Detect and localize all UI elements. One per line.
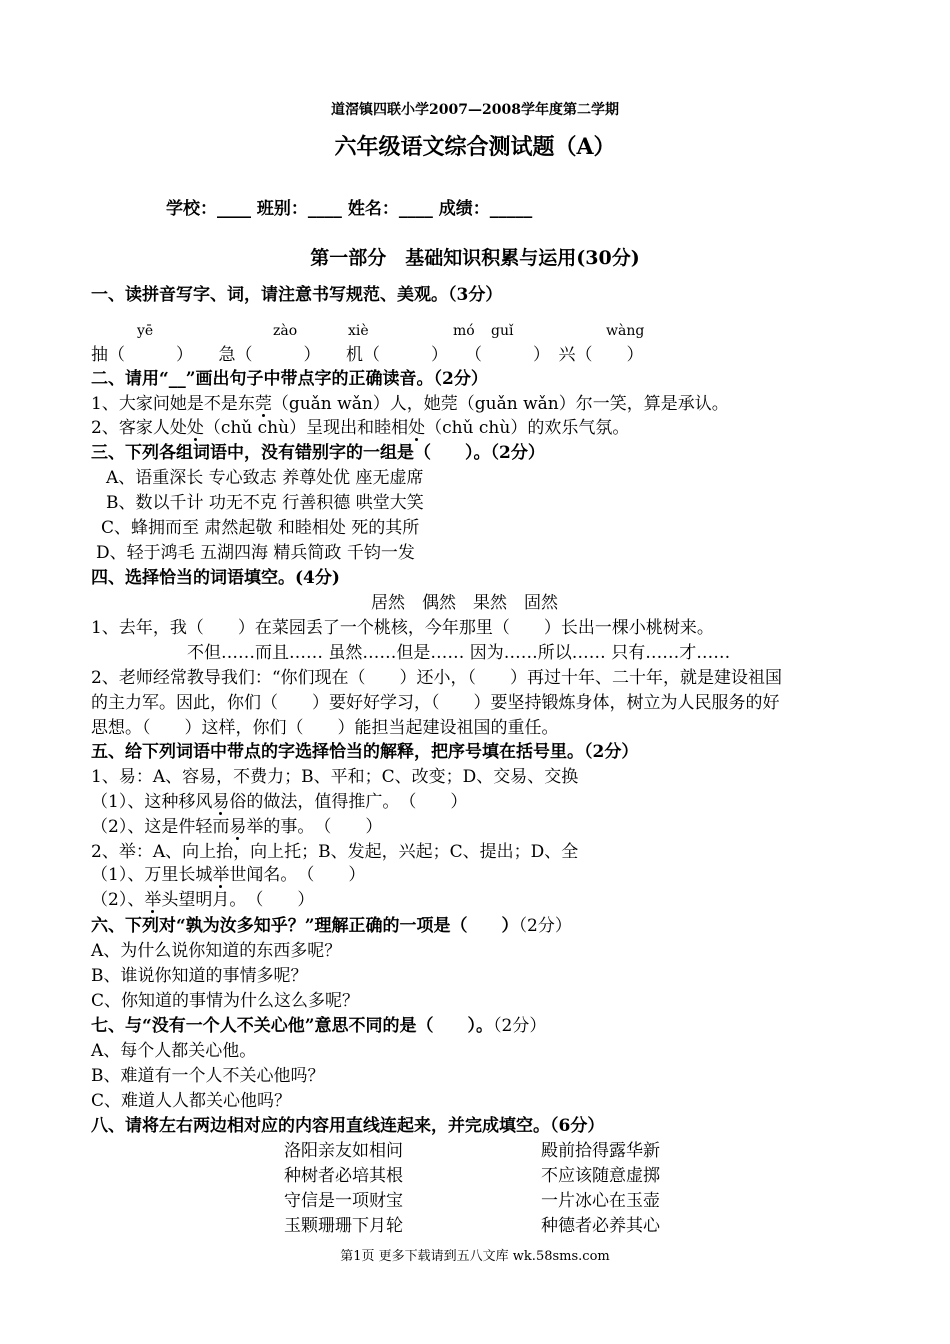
- q5-word-1-item-2: [91, 816, 382, 838]
- q4-conjunctions: 不但……而且…… 虽然……但是…… 因为……所以…… 只有……才……: [187, 643, 731, 663]
- q6-heading-line: [91, 915, 572, 937]
- q5-word-1-item-1: [91, 791, 467, 813]
- q6-option-a: A、为什么说你知道的东西多呢？: [91, 941, 342, 961]
- q8-left-3: 守信是一项财宝: [284, 1191, 403, 1211]
- q5-text: 举的事。 （ ）: [246, 817, 383, 837]
- q4-heading: 四、选择恰当的词语填空。(4分): [91, 568, 340, 588]
- school-term: 道滘镇四联小学2007—2008学年度第二学期: [331, 102, 619, 118]
- q5-text: （1）、这种移风: [91, 792, 213, 812]
- q3-option-c: C、蜂拥而至 肃然起敬 和睦相处 死的其所: [101, 518, 420, 538]
- q6-score: （2分）: [518, 916, 572, 936]
- part1-title: 第一部分 基础知识积累与运用(30分): [310, 247, 640, 269]
- q7-option-a: A、每个人都关心他。: [91, 1041, 257, 1061]
- q4-sentence-1: 1、去年，我（ ）在菜园丢了一个桃核，今年那里（ ）长出一棵小桃树来。: [91, 618, 714, 638]
- q3-heading: 三、下列各组词语中，没有错别字的一组是（ ）。（2分）: [91, 443, 545, 463]
- pinyin-4: mó: [453, 323, 475, 339]
- q3-option-d: D、轻于鸿毛 五湖四海 精兵简政 千钧一发: [96, 543, 415, 563]
- q5-word-2-item-1: [91, 864, 365, 886]
- q7-option-b: B、难道有一个人不关心他吗？: [91, 1066, 325, 1086]
- q5-text: 头望明月。 （ ）: [161, 890, 315, 910]
- q2-s1-text-a: 1、大家问她是不是东: [91, 394, 255, 414]
- student-info-line: 学校：____ 班别：____ 姓名：____ 成绩：_____: [166, 199, 533, 219]
- q5-heading: 五、给下列词语中带点的字选择恰当的解释，把序号填在括号里。（2分）: [91, 742, 639, 762]
- pinyin-6: wàng: [606, 323, 645, 339]
- q4-sentence-2-line-3: 思想。（ ）这样，你们（ ）能担当起建设祖国的重任。: [91, 718, 559, 738]
- q7-score: （2分）: [493, 1016, 547, 1036]
- pinyin-5: guǐ: [491, 323, 514, 339]
- q7-heading-line: [91, 1015, 546, 1037]
- pinyin-3: xiè: [348, 323, 369, 339]
- q2-s2-text-b: （chǔ chù）呈现出和睦相: [203, 418, 409, 438]
- dotted-char: 莞: [254, 394, 272, 414]
- q8-right-3: 一片冰心在玉壶: [541, 1191, 660, 1211]
- q2-s1-text-b: （guǎn wǎn）人，她莞（guǎn wǎn）尔一笑，算是承认。: [271, 394, 729, 414]
- q1-heading: 一、读拼音写字、词，请注意书写规范、美观。（3分）: [91, 285, 503, 305]
- q5-text: （2）、这是件轻而: [91, 817, 230, 837]
- q5-text: （1）、万里长城: [91, 865, 213, 885]
- q8-left-2: 种树者必培其根: [284, 1166, 403, 1186]
- q6-option-b: B、谁说你知道的事情多呢？: [91, 966, 308, 986]
- page-footer: 第1页 更多下载请到五八文库 wk.58sms.com: [340, 1249, 610, 1264]
- q5-word-2: 2、举：A、向上抬，向上托；B、发起，兴起；C、提出；D、全: [91, 842, 579, 862]
- q8-right-1: 殿前拾得露华新: [541, 1141, 660, 1161]
- q6-heading: 六、下列对“孰为汝多知乎？”理解正确的一项是（ ）: [91, 916, 519, 936]
- q8-right-4: 种德者必养其心: [541, 1216, 660, 1236]
- q8-left-4: 玉颗珊珊下月轮: [284, 1216, 403, 1236]
- q5-text: 世闻名。 （ ）: [229, 865, 366, 885]
- q5-word-1: 1、易：A、容易，不费力；B、平和；C、改变；D、交易、交换: [91, 767, 579, 787]
- q2-s2-text-a: 2、客家人处: [91, 418, 187, 438]
- q2-sentence-1: [91, 393, 729, 415]
- q2-sentence-2: [91, 417, 629, 439]
- q4-sentence-2-line-1: 2、老师经常教导我们：“你们现在（ ）还小，（ ）再过十年、二十年，就是建设祖国: [91, 668, 783, 688]
- dotted-char: 处: [186, 418, 204, 438]
- q5-word-2-item-2: [91, 889, 314, 911]
- q7-option-c: C、难道人人都关心他吗？: [91, 1091, 292, 1111]
- q2-heading: 二、请用“__”画出句子中带点字的正确读音。（2分）: [91, 369, 488, 389]
- q8-heading: 八、请将左右两边相对应的内容用直线连起来，并完成填空。（6分）: [91, 1116, 605, 1136]
- pinyin-1: yē: [137, 323, 154, 339]
- dotted-char: 举: [144, 890, 162, 910]
- q4-sentence-2-line-2: 的主力军。因此，你们（ ）要好好学习，（ ）要坚持锻炼身体，树立为人民服务的好: [91, 693, 780, 713]
- dotted-char: 举: [212, 865, 230, 885]
- q3-option-b: B、数以千计 功无不克 行善积德 哄堂大笑: [106, 493, 424, 513]
- pinyin-2: zào: [273, 323, 298, 339]
- q4-word-bank: 居然 偶然 果然 固然: [371, 593, 558, 613]
- q8-right-2: 不应该随意虚掷: [541, 1166, 660, 1186]
- exam-title: 六年级语文综合测试题（A）: [334, 134, 616, 160]
- q5-text: （2）、: [91, 890, 145, 910]
- q3-option-a: A、语重深长 专心致志 养尊处优 座无虚席: [106, 468, 424, 488]
- q2-s2-text-c: （chǔ chù）的欢乐气氛。: [425, 418, 630, 438]
- q1-blanks: 抽（ ） 急（ ） 机（ ） （ ） 兴（ ）: [91, 345, 644, 365]
- dotted-char: 易: [212, 792, 230, 812]
- q6-option-c: C、你知道的事情为什么这么多呢？: [91, 991, 360, 1011]
- q7-heading: 七、与“没有一个人不关心他”意思不同的是（ ）。: [91, 1016, 494, 1036]
- dotted-char: 易: [229, 817, 247, 837]
- q8-left-1: 洛阳亲友如相问: [284, 1141, 403, 1161]
- q5-text: 俗的做法，值得推广。 （ ）: [229, 792, 468, 812]
- dotted-char: 处: [408, 418, 426, 438]
